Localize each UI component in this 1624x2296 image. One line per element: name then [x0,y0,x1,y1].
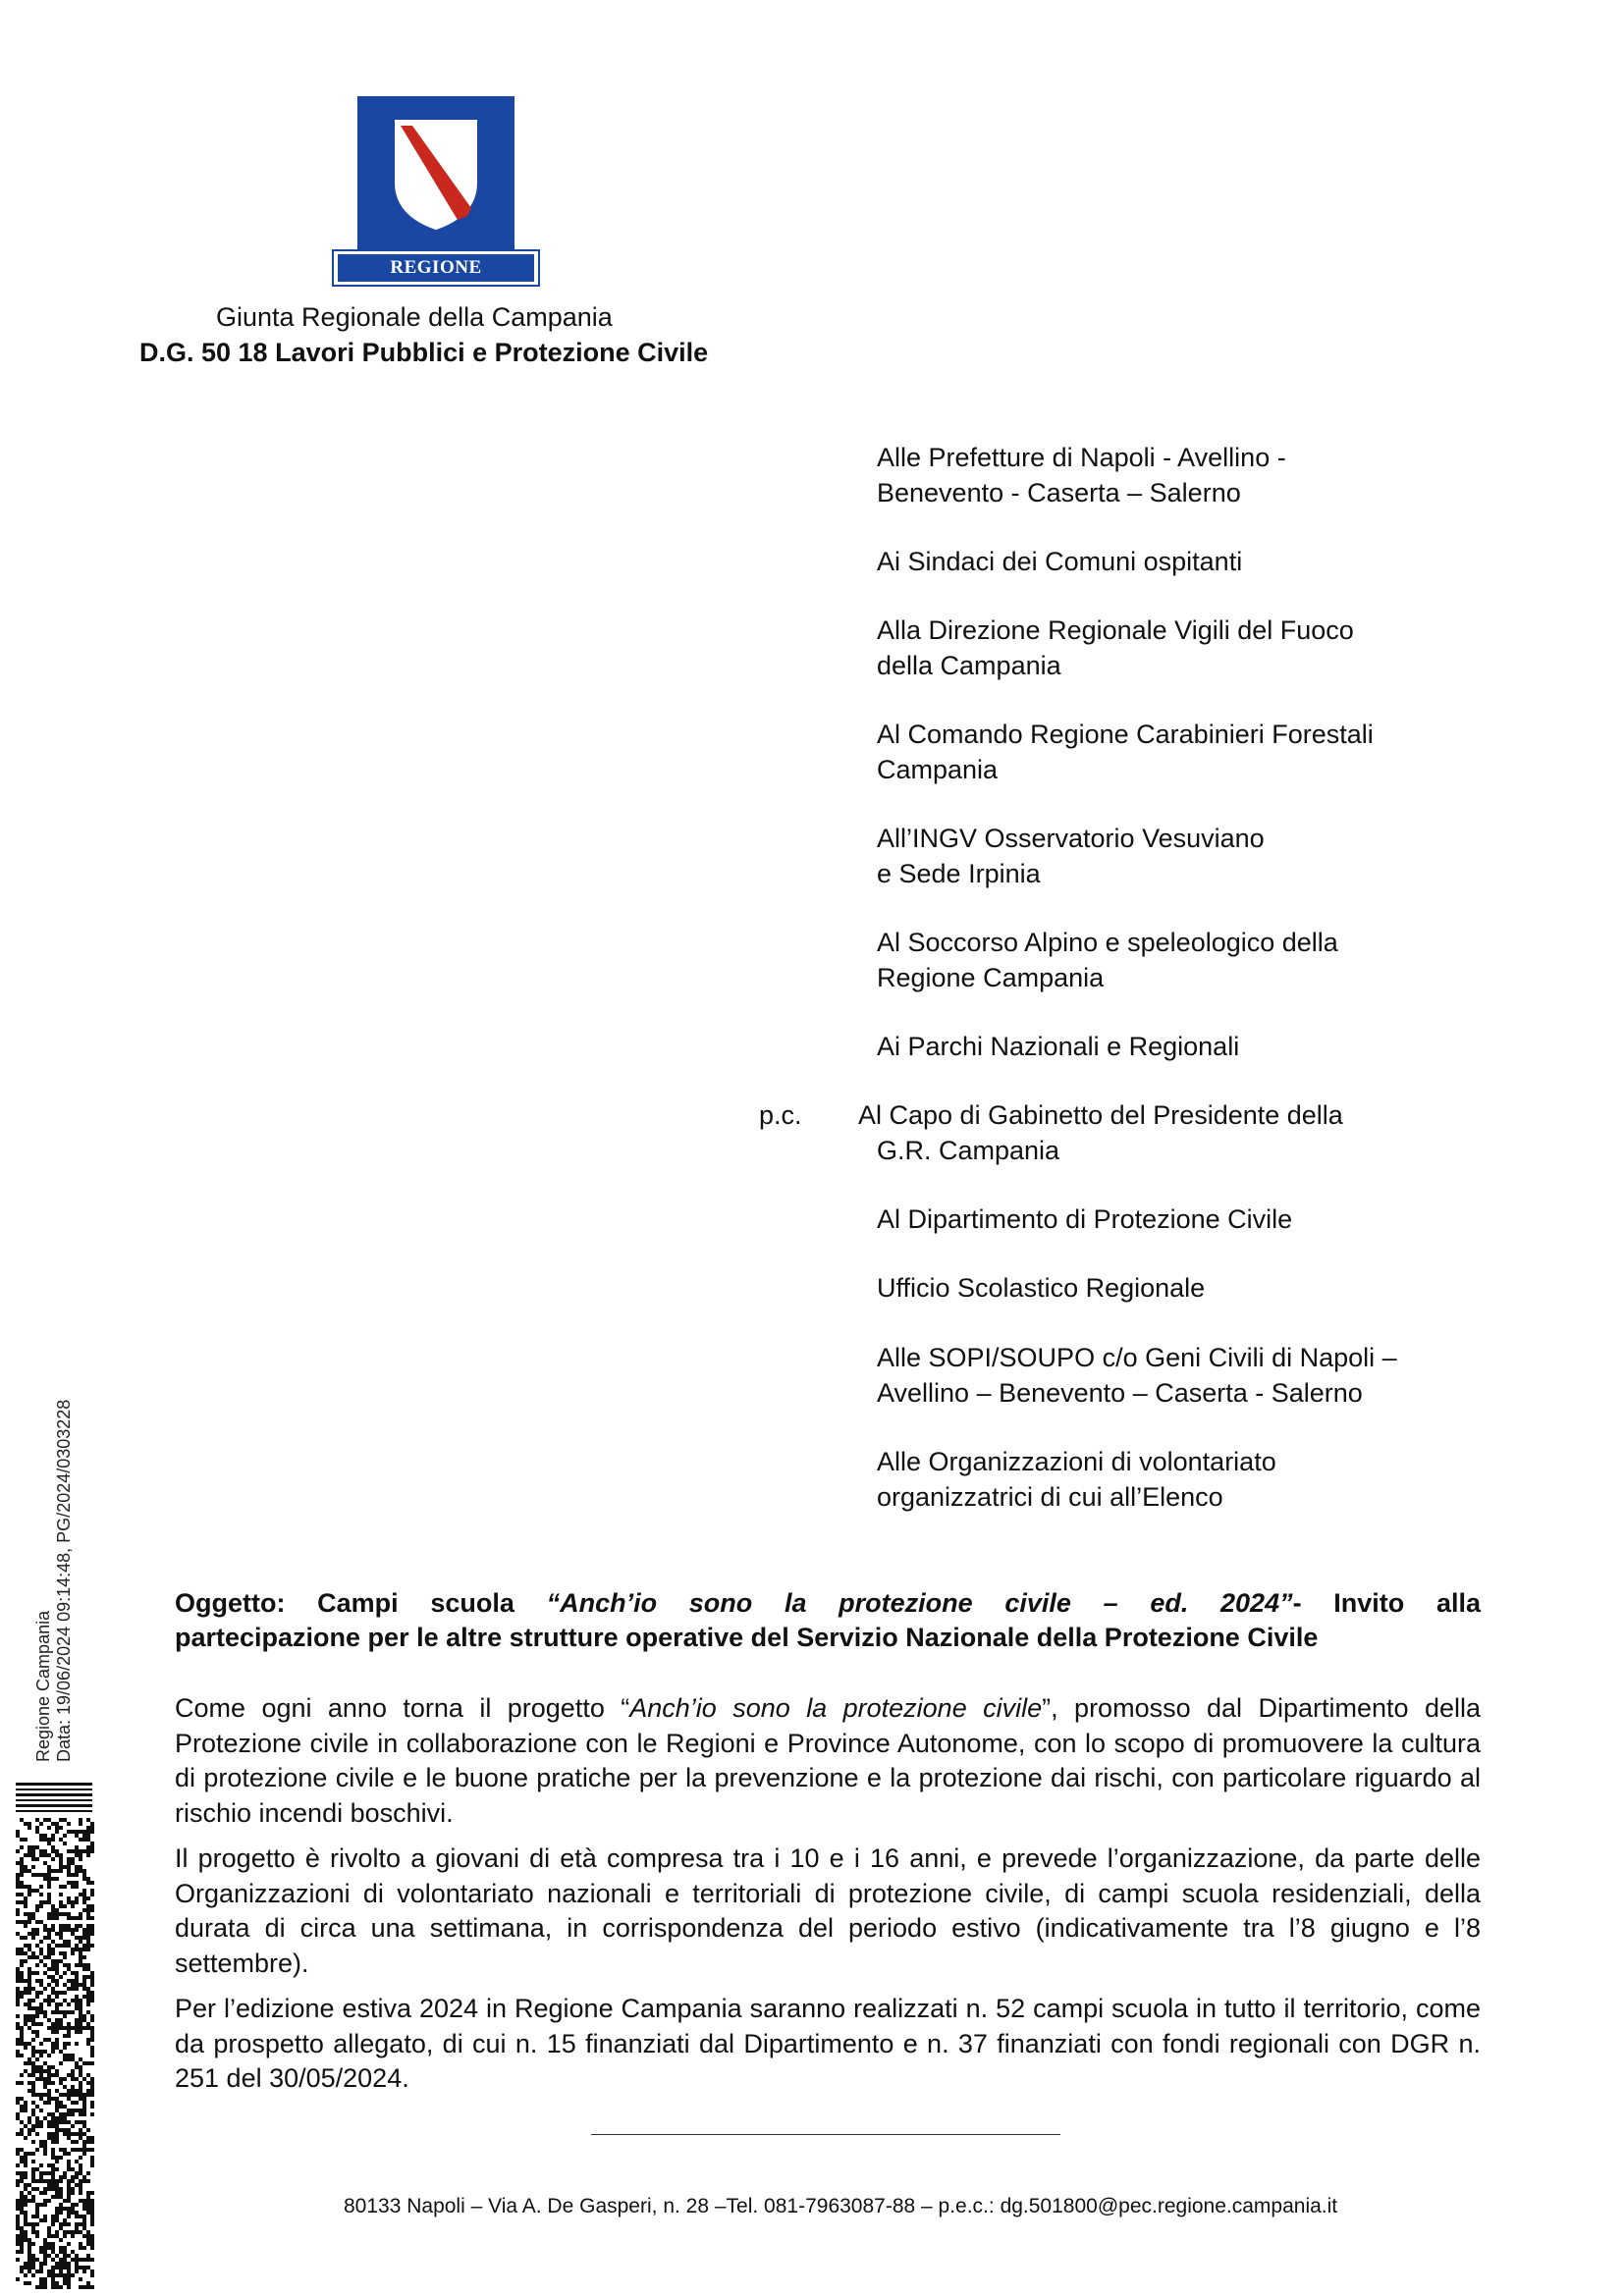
recipient-carabinieri [877,717,1374,787]
recipient-line: Ai Parchi Nazionali e Regionali [877,1032,1240,1061]
project-name: Anch’io sono la protezione civile [629,1693,1043,1723]
recipient-vigili-fuoco [877,613,1354,683]
cc-label: p.c. [759,1100,802,1130]
cc-recipient-sopi [877,1340,1397,1411]
recipient-parchi [877,1029,1239,1064]
logo-label [332,249,540,305]
org-name: Giunta Regionale della Campania [216,302,613,332]
recipient-line: e Sede Irpinia [877,859,1041,888]
protocol-stamp-line1: Regione Campania [33,1610,53,1762]
recipient-line: Alle Organizzazioni di volontariato [877,1447,1276,1476]
recipient-line: Ufficio Scolastico Regionale [877,1273,1206,1303]
footer-address: 80133 Napoli – Via A. De Gasperi, n. 28 –Tel. 081-7963087-88 – p.e.c.: dg.501800@pec.regione.campania.it [344,2195,1338,2217]
barcode-icon [14,1783,96,2293]
logo-text: REGIONE CAMPANIA [338,254,534,282]
paragraph-text: ”, promosso dal Dipartimento della Protezione civile in collaborazione con le Regioni e Province Autonome, con lo scopo di promuovere la cultura di protezione civile e le buone pratiche per la prevenzione e la protezione dai rischi, con particolare riguardo al rischio incendi boschivi. [175,1693,1481,1828]
subject-title: “Anch’io sono la protezione civile – ed. 2024” [546,1588,1293,1618]
recipient-sindaci [877,544,1242,579]
recipient-line: Ai Sindaci dei Comuni ospitanti [877,547,1243,576]
recipient-prefetture [877,440,1286,510]
recipient-line: Alle SOPI/SOUPO c/o Geni Civili di Napoli – [877,1343,1397,1372]
subject-suffix: - Invito alla [1292,1588,1481,1618]
regione-campania-logo [332,96,540,305]
body-paragraph-1 [175,1691,1481,1831]
recipient-line: organizzatrici di cui all’Elenco [877,1482,1223,1512]
subject [175,1586,1481,1655]
subject-line2: partecipazione per le altre strutture operative del Servizio Nazionale della Protezione Civile [175,1623,1319,1652]
shield-icon [393,118,479,232]
recipient-line: Benevento - Caserta – Salerno [877,478,1241,507]
protocol-stamp [33,1271,75,1762]
logo-emblem [357,96,514,253]
body-paragraph-2: Il progetto è rivolto a giovani di età compresa tra i 10 e i 16 anni, e prevede l’organizzazione, da parte delle Organizzazioni di volontariato nazionali e territoriali di protezione civile, di campi scuola residenziali, della durata di circa una settimana, in corrispondenza del periodo estivo (indicativamente tra l’8 giugno e l’8 settembre). [175,1843,1481,1978]
recipient-line: della Campania [877,651,1061,680]
recipient-line: Al Comando Regione Carabinieri Forestali [877,720,1374,749]
cc-recipient-capo-gabinetto [858,1097,1343,1168]
cc-recipient-organizzazioni [877,1444,1276,1515]
recipient-line: Regione Campania [877,963,1105,992]
recipient-line: Al Capo di Gabinetto del Presidente della [858,1100,1343,1130]
recipient-line: Al Soccorso Alpino e speleologico della [877,928,1338,957]
recipient-line: Avellino – Benevento – Caserta - Salerno [877,1378,1363,1408]
paragraph-text: Come ogni anno torna il progetto “ [175,1693,630,1723]
recipient-line: Al Dipartimento di Protezione Civile [877,1204,1293,1234]
recipient-soccorso-alpino [877,925,1338,995]
footer-divider [591,2134,1060,2135]
cc-recipient-dipartimento [877,1201,1292,1237]
department-name: D.G. 50 18 Lavori Pubblici e Protezione Civile [139,338,709,367]
protocol-stamp-line2: Data: 19/06/2024 09:14:48, PG/2024/0303228 [54,1399,74,1762]
recipient-line: G.R. Campania [877,1136,1060,1165]
recipient-line: Campania [877,755,999,784]
recipient-ingv [877,821,1265,891]
recipient-line: Alla Direzione Regionale Vigili del Fuoco [877,615,1354,645]
cc-recipient-ufficio-scolastico [877,1270,1205,1306]
recipient-line: Alle Prefetture di Napoli - Avellino - [877,443,1286,472]
body-paragraph-3: Per l’edizione estiva 2024 in Regione Campania saranno realizzati n. 52 campi scuola in tutto il territorio, come da prospetto allegato, di cui n. 15 finanziati dal Dipartimento e n. 37 finanziati con fondi regionali con DGR n. 251 del 30/05/2024. [175,1994,1481,2093]
recipient-line: All’INGV Osservatorio Vesuviano [877,824,1265,853]
subject-prefix: Oggetto: Campi scuola [175,1588,547,1618]
